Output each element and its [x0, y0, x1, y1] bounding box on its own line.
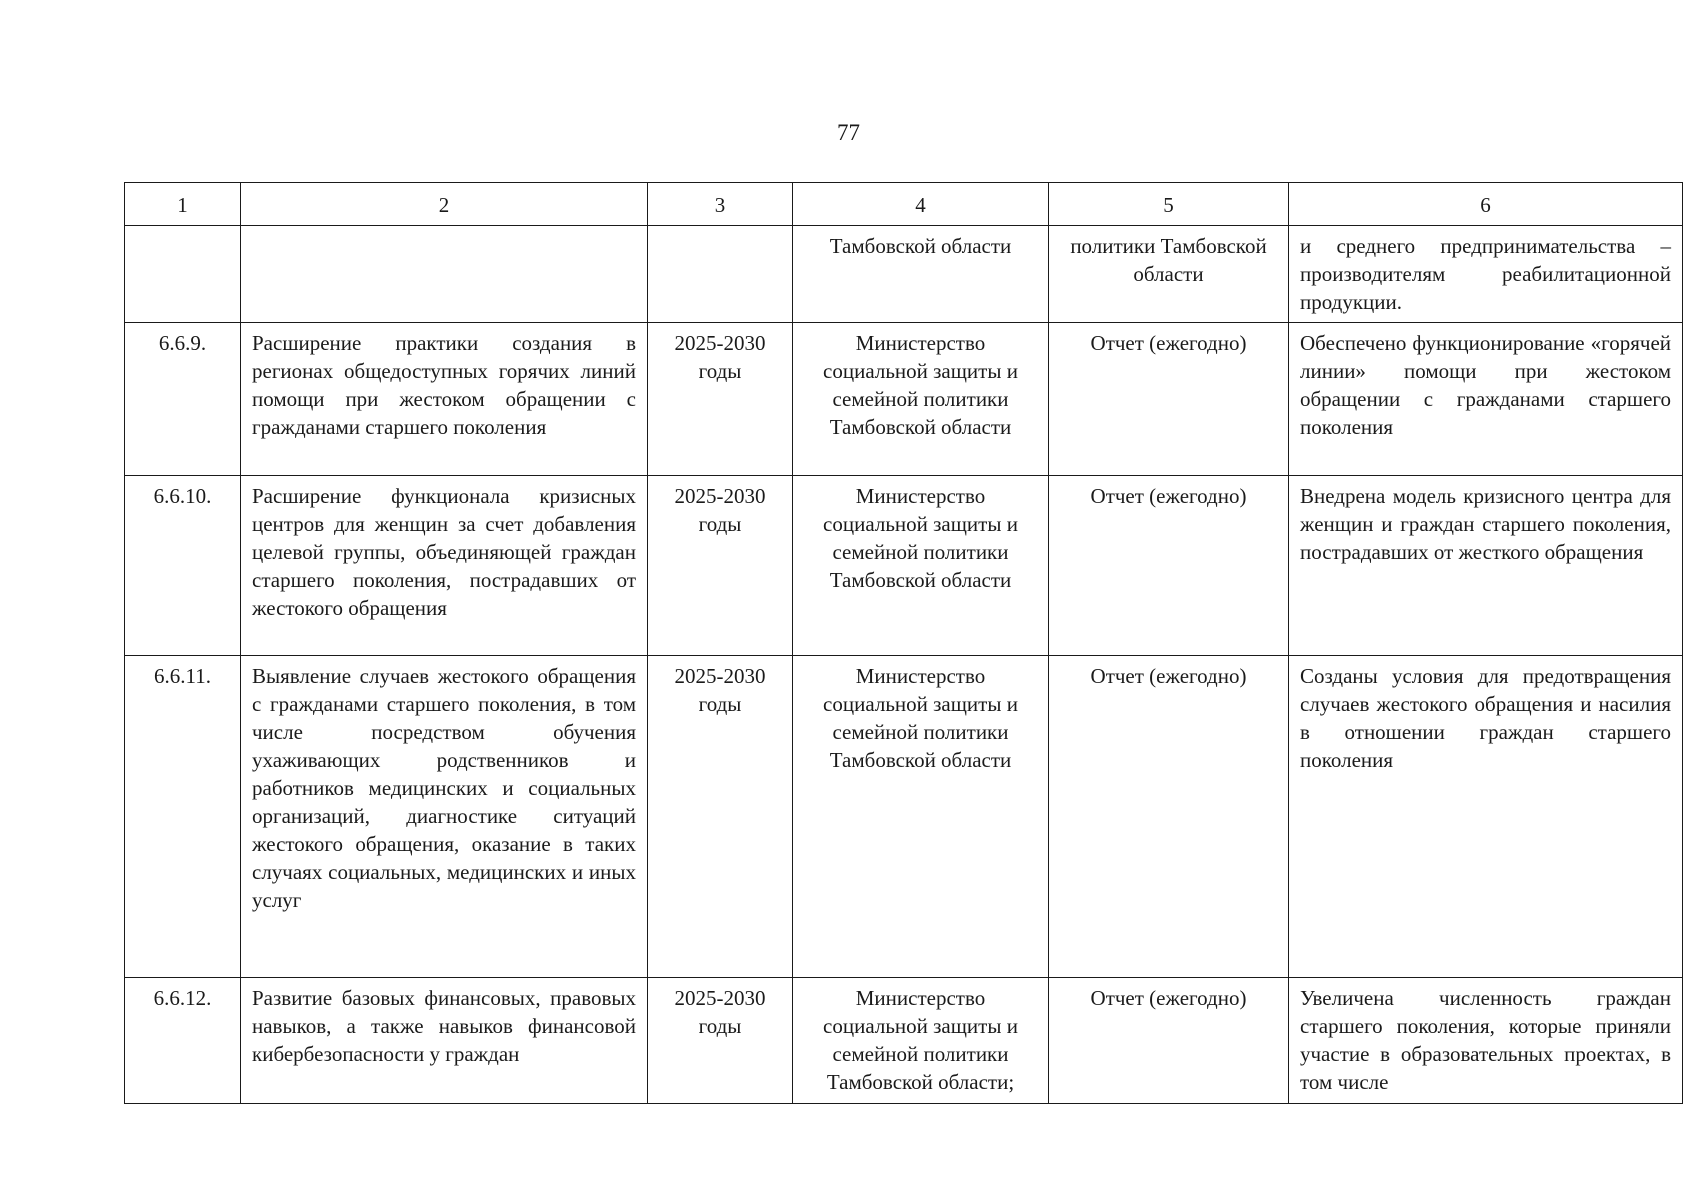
period-text: 2025-2030 годы [648, 323, 793, 476]
column-header: 5 [1049, 183, 1289, 226]
measure-text: Развитие базовых финансовых, правовых навыков, а также навыков финансовой кибербезопасности у граждан [241, 978, 648, 1104]
item-number [125, 226, 241, 323]
page-number: 77 [837, 120, 860, 145]
result-text: Обеспечено функционирование «горячей линии» помощи при жестоком обращении с гражданами старшего поколения [1289, 323, 1683, 476]
period-text: 2025-2030 годы [648, 656, 793, 978]
item-number: 6.6.11. [125, 656, 241, 978]
table-row [125, 226, 1683, 323]
result-text: Созданы условия для предотвращения случаев жестокого обращения и насилия в отношении граждан старшего поколения [1289, 656, 1683, 978]
measure-text: Расширение практики создания в регионах общедоступных горячих линий помощи при жестоком обращении с гражданами старшего поколения [241, 323, 648, 476]
executor-text: Министерство социальной защиты и семейной политики Тамбовской области; [793, 978, 1049, 1104]
report-text: Отчет (ежегодно) [1049, 476, 1289, 656]
table-header-row [125, 183, 1683, 226]
period-text [648, 226, 793, 323]
result-text: Увеличена численность граждан старшего поколения, которые приняли участие в образовательных проектах, в том числе [1289, 978, 1683, 1104]
table-row [125, 323, 1683, 476]
report-text: Отчет (ежегодно) [1049, 656, 1289, 978]
period-text: 2025-2030 годы [648, 978, 793, 1104]
table-row [125, 978, 1683, 1104]
measure-text: Расширение функционала кризисных центров для женщин за счет добавления целевой группы, объединяющей граждан старшего поколения, пострадавших от жестокого обращения [241, 476, 648, 656]
executor-text: Министерство социальной защиты и семейной политики Тамбовской области [793, 323, 1049, 476]
executor-text: Министерство социальной защиты и семейной политики Тамбовской области [793, 656, 1049, 978]
executor-text: Министерство социальной защиты и семейной политики Тамбовской области [793, 476, 1049, 656]
report-text: Отчет (ежегодно) [1049, 323, 1289, 476]
result-text: Внедрена модель кризисного центра для женщин и граждан старшего поколения, пострадавших от жесткого обращения [1289, 476, 1683, 656]
report-text: Отчет (ежегодно) [1049, 978, 1289, 1104]
table-row [125, 476, 1683, 656]
period-text: 2025-2030 годы [648, 476, 793, 656]
result-text: и среднего предпринимательства – производителям реабилитационной продукции. [1289, 226, 1683, 323]
measure-text [241, 226, 648, 323]
measure-text: Выявление случаев жестокого обращения с гражданами старшего поколения, в том числе посредством обучения ухаживающих родственников и работников медицинских и социальных организаций, диагностике ситуаций жестокого обращения, оказание в таких случаях социальных, медицинских и иных услуг [241, 656, 648, 978]
report-text: политики Тамбовской области [1049, 226, 1289, 323]
measures-table [124, 182, 1683, 1104]
column-header: 3 [648, 183, 793, 226]
column-header: 2 [241, 183, 648, 226]
item-number: 6.6.12. [125, 978, 241, 1104]
executor-text: Тамбовской области [793, 226, 1049, 323]
item-number: 6.6.9. [125, 323, 241, 476]
table-row [125, 656, 1683, 978]
column-header: 1 [125, 183, 241, 226]
item-number: 6.6.10. [125, 476, 241, 656]
column-header: 4 [793, 183, 1049, 226]
column-header: 6 [1289, 183, 1683, 226]
